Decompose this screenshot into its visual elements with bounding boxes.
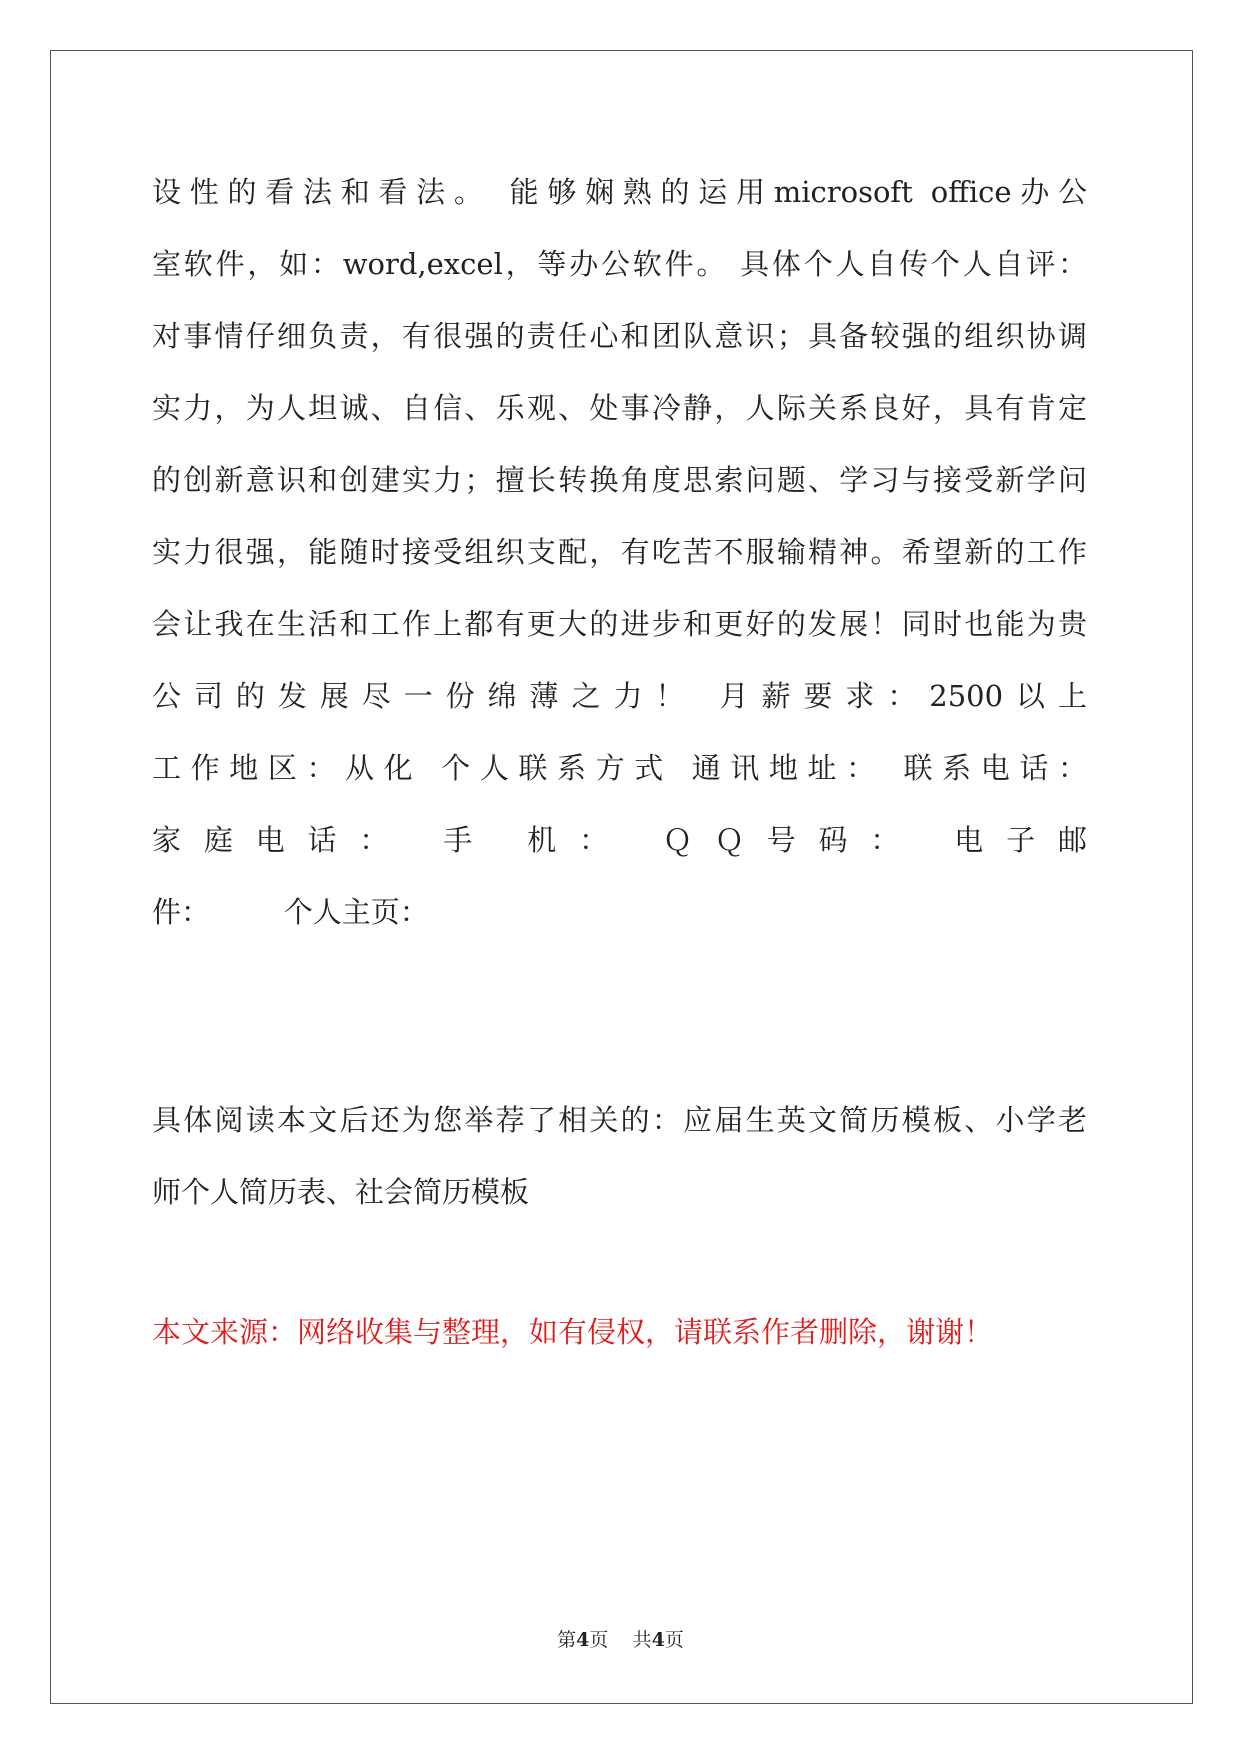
footer-page-number: 4 — [576, 1629, 590, 1651]
body-line-5: 的创新意识和创建实力；擅长转换角度思索问题、学习与接受新学问 — [152, 463, 1087, 497]
footer-total-prefix: 共 — [632, 1629, 652, 1651]
page-footer — [0, 1625, 1241, 1652]
body-line-1: 设性的看法和看法。 能够娴熟的运用microsoft office办公 — [152, 175, 1087, 209]
footer-page-suffix: 页 — [589, 1629, 609, 1651]
footer-total-suffix: 页 — [664, 1629, 684, 1651]
body-line-4: 实力，为人坦诚、自信、乐观、处事冷静，人际关系良好，具有肯定 — [152, 391, 1087, 425]
source-note: 本文来源：网络收集与整理，如有侵权，请联系作者删除，谢谢！ — [152, 1315, 994, 1349]
related-line-1: 具体阅读本文后还为您举荐了相关的：应届生英文简历模板、小学老 — [152, 1103, 1087, 1137]
body-line-7: 会让我在生活和工作上都有更大的进步和更好的发展！同时也能为贵 — [152, 607, 1087, 641]
footer-prefix: 第 — [557, 1629, 577, 1651]
body-line-9: 工作地区：从化 个人联系方式 通讯地址： 联系电话： — [152, 751, 1087, 785]
body-line-3: 对事情仔细负责，有很强的责任心和团队意识；具备较强的组织协调 — [152, 319, 1087, 353]
body-line-10: 家庭电话： 手 机： ＱＱ号码： 电子邮 — [152, 823, 1087, 857]
related-line-2: 师个人简历表、社会简历模板 — [152, 1175, 530, 1209]
body-line-8: 公司的发展尽一份绵薄之力！ 月薪要求：2500以上 — [152, 679, 1087, 713]
page-border — [50, 50, 1193, 1704]
body-line-6: 实力很强，能随时接受组织支配，有吃苦不服输精神。希望新的工作 — [152, 535, 1087, 569]
body-line-2: 室软件，如：word,excel，等办公软件。 具体个人自传个人自评： — [152, 247, 1087, 281]
footer-total-pages: 4 — [651, 1629, 665, 1651]
body-line-11: 件： 个人主页： — [152, 895, 429, 929]
